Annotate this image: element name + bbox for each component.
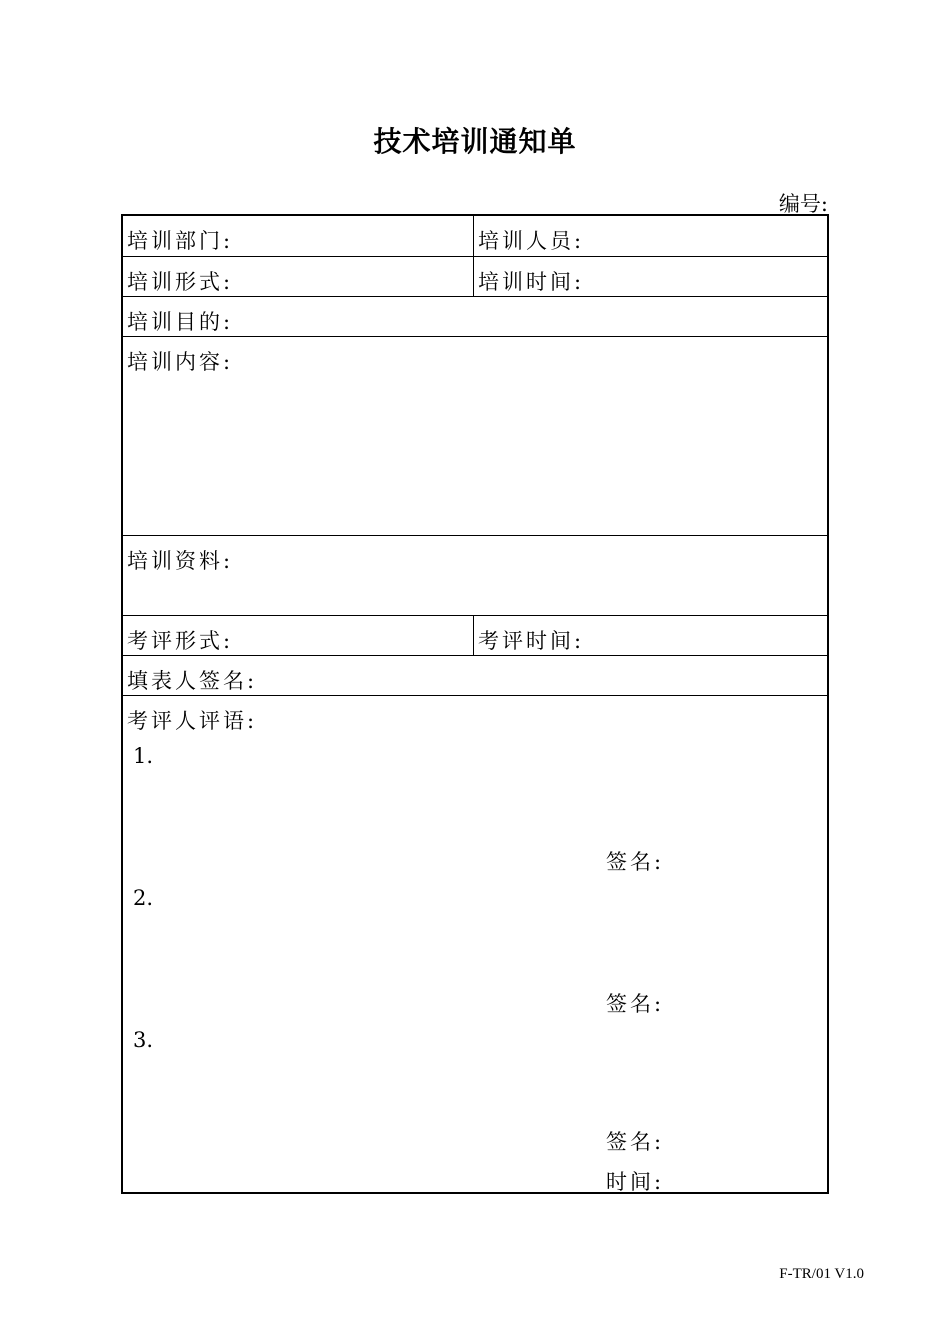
eval-time-cell[interactable] xyxy=(474,616,827,655)
evaluator-comments-cell[interactable] xyxy=(123,696,827,1192)
training-notice-form xyxy=(121,214,829,1194)
form-number-label: 编号: xyxy=(778,192,828,216)
filler-signature-label: 填表人签名: xyxy=(127,669,258,693)
row-content xyxy=(123,337,827,536)
final-time-label: 时间: xyxy=(606,1170,665,1194)
row-evaluator-comments xyxy=(123,696,827,1192)
comment-2-sign-label: 签名: xyxy=(606,992,665,1016)
row-filler-signature xyxy=(123,656,827,696)
time-cell[interactable] xyxy=(474,257,827,296)
row-format-time xyxy=(123,257,827,297)
format-cell[interactable] xyxy=(123,257,474,296)
row-eval-format-time xyxy=(123,616,827,656)
row-purpose xyxy=(123,297,827,337)
content-label: 培训内容: xyxy=(127,350,234,374)
comment-1-sign-label: 签名: xyxy=(606,850,665,874)
filler-signature-cell[interactable] xyxy=(123,656,827,695)
materials-label: 培训资料: xyxy=(127,549,234,573)
time-label: 培训时间: xyxy=(478,270,585,294)
evaluator-comments-label: 考评人评语: xyxy=(127,709,258,733)
row-materials xyxy=(123,536,827,616)
materials-cell[interactable] xyxy=(123,536,827,615)
row-department-personnel xyxy=(123,216,827,257)
eval-time-label: 考评时间: xyxy=(478,629,585,653)
comment-1-number: 1. xyxy=(133,744,154,768)
page-title: 技术培训通知单 xyxy=(373,125,577,158)
purpose-label: 培训目的: xyxy=(127,310,234,334)
department-cell[interactable] xyxy=(123,216,474,256)
comment-3-sign-label: 签名: xyxy=(606,1130,665,1154)
eval-format-label: 考评形式: xyxy=(127,629,234,653)
form-code-footer: F-TR/01 V1.0 xyxy=(779,1266,864,1282)
comment-2-number: 2. xyxy=(133,886,154,910)
personnel-label: 培训人员: xyxy=(478,229,585,253)
format-label: 培训形式: xyxy=(127,270,234,294)
content-cell[interactable] xyxy=(123,337,827,535)
eval-format-cell[interactable] xyxy=(123,616,474,655)
comment-3-number: 3. xyxy=(133,1028,154,1052)
personnel-cell[interactable] xyxy=(474,216,827,256)
department-label: 培训部门: xyxy=(127,229,234,253)
purpose-cell[interactable] xyxy=(123,297,827,336)
